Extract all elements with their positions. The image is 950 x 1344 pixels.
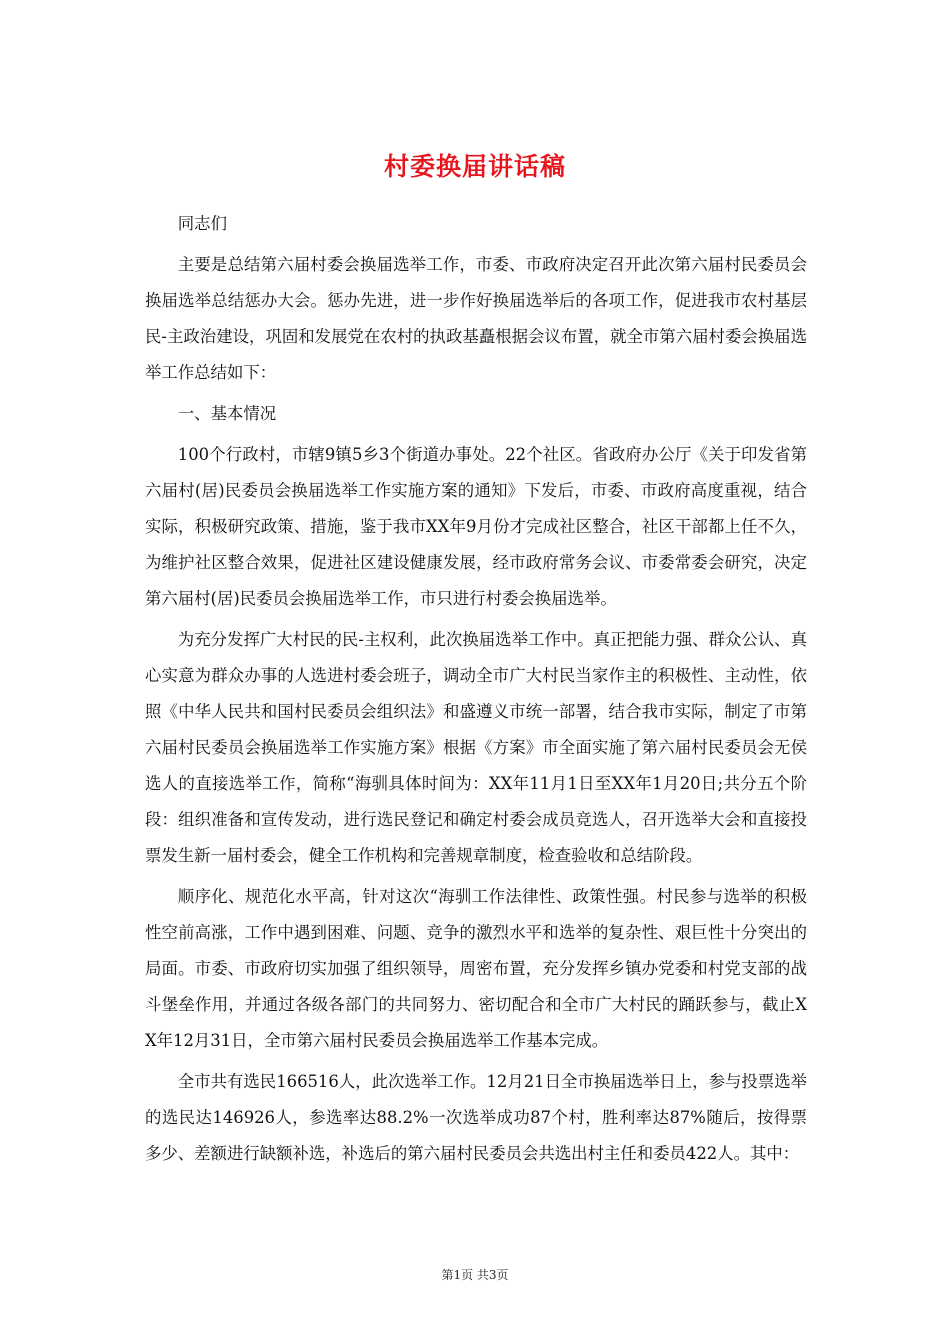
body-paragraph: 顺序化、规范化水平高，针对这次“海驯工作法律性、政策性强。村民参与选举的积极性空前高涨，工作中遇到困难、问题、竞争的激烈水平和选举的复杂性、艰巨性十分突出的局面。市委、市政府切实加强了组织领导，周密布置，充分发挥乡镇办党委和村党支部的战斗堡垒作用，并通过各级各部门的共同努力、密切配合和全市广大村民的踊跃参与，截止XX年12月31日，全市第六届村民委员会换届选举工作基本完成。 <box>145 887 807 1050</box>
document-body <box>145 206 807 1172</box>
intro-paragraph: 主要是总结第六届村委会换届选举工作，市委、市政府决定召开此次第六届村民委员会换届选举总结惩办大会。惩办先进，进一步作好换届选举后的各项工作，促进我市农村基层民-主政治建设，巩固和发展党在农村的执政基矗根据会议布置，就全市第六届村委会换届选举工作总结如下： <box>145 255 807 382</box>
body-paragraph: 全市共有选民166516人，此次选举工作。12月21日全市换届选举日上，参与投票选举的选民达146926人，参选率达88.2%一次选举成功87个村，胜利率达87%随后，按得票多少、差额进行缺额补选，补选后的第六届村民委员会共选出村主任和委员422人。其中： <box>145 1072 807 1163</box>
document-title: 村委换届讲话稿 <box>383 152 566 181</box>
salutation: 同志们 <box>177 214 227 233</box>
body-paragraph: 100个行政村，市辖9镇5乡3个街道办事处。22个社区。省政府办公厅《关于印发省第六届村(居)民委员会换届选举工作实施方案的通知》下发后，市委、市政府高度重视，结合实际，积极研究政策、措施，鉴于我市XX年9月份才完成社区整合，社区干部都上任不久，为维护社区整合效果，促进社区建设健康发展，经市政府常务会议、市委常委会研究，决定第六届村(居)民委员会换届选举工作，市只进行村委会换届选举。 <box>145 445 807 608</box>
body-paragraph: 为充分发挥广大村民的民-主权利，此次换届选举工作中。真正把能力强、群众公认、真心实意为群众办事的人选进村委会班子，调动全市广大村民当家作主的积极性、主动性，依照《中华人民共和国村民委员会组织法》和盛遵义市统一部署，结合我市实际，制定了市第六届村民委员会换届选举工作实施方案》根据《方案》市全面实施了第六届村民委员会无侯选人的直接选举工作，简称“海驯具体时间为：XX年11月1日至XX年1月20日;共分五个阶段：组织准备和宣传发动，进行选民登记和确定村委会成员竞选人，召开选举大会和直接投票发生新一届村委会，健全工作机构和完善规章制度，检查验收和总结阶段。 <box>145 630 807 865</box>
section-heading: 一、基本情况 <box>177 404 277 423</box>
page-number-footer: 第1页 共3页 <box>441 1268 509 1282</box>
